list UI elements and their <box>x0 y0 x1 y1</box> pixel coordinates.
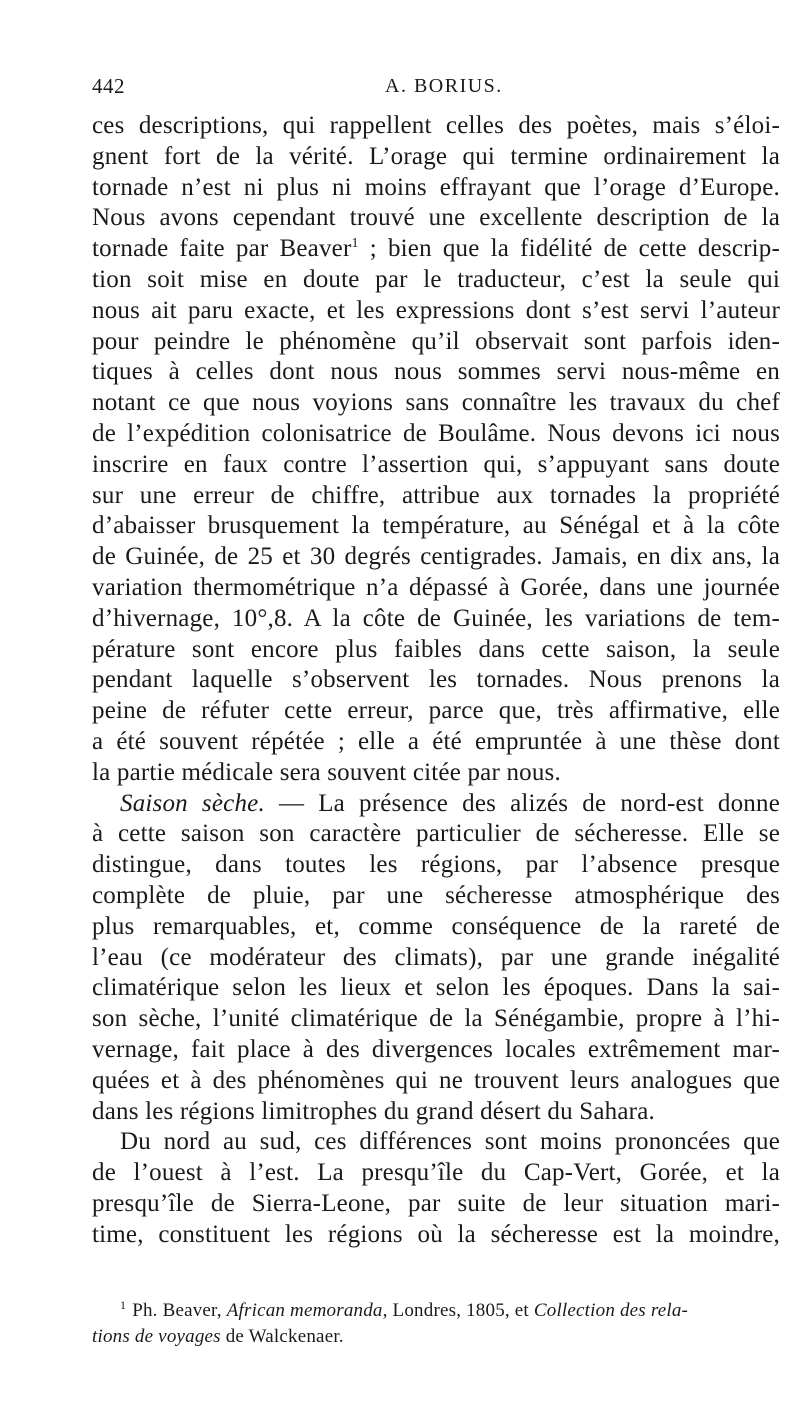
running-head: A. BORIUS. <box>385 75 503 97</box>
text-line <box>92 789 780 820</box>
text-line: de l’expédition colonisatrice de Boulâme. Nous devons ici nous <box>92 419 780 447</box>
text-line: pendant laquelle s’observent les tornades. Nous prenons la <box>92 666 780 694</box>
page-header <box>92 68 782 108</box>
text-line: presqu’île de Sierra-Leone, par suite de leur situation mari- <box>92 1189 780 1217</box>
text-line: time, constituent les régions où la sécheresse est la moindre, <box>92 1220 780 1248</box>
text-line: quées et à des phénomènes qui ne trouvent leurs analogues que <box>92 1066 780 1094</box>
text-line: la partie médicale sera souvent citée par nous. <box>92 758 561 786</box>
text-line: d’abaisser brusquement la température, au Sénégal et à la côte <box>92 512 780 540</box>
section-heading: Saison sèche. <box>120 789 265 817</box>
text-line: notant ce que nous voyions sans connaître les travaux du chef <box>92 389 780 417</box>
footnote-line <box>92 1298 780 1324</box>
cited-title: African memoranda <box>226 1300 383 1321</box>
text-fragment: ; bien que la fidélité de cette descrip- <box>358 235 781 263</box>
text-line: ces descriptions, qui rappellent celles des poètes, mais s’éloi- <box>92 112 780 139</box>
text-line: dans les régions limitrophes du grand désert du Sahara. <box>92 1097 655 1125</box>
footnote-line <box>92 1324 780 1350</box>
footnote-reference: 1 <box>351 236 359 252</box>
text-line: d’hivernage, 10°,8. A la côte de Guinée, les variations de tem- <box>92 604 780 632</box>
text-line: inscrire en faux contre l’assertion qui, s’appuyant sans doute <box>92 450 780 478</box>
text-line: pérature sont encore plus faibles dans cette saison, la seule <box>92 635 780 663</box>
footnotes <box>92 1298 780 1350</box>
footnote-marker: 1 <box>120 1298 127 1312</box>
text-line: l’eau (ce modérateur des climats), par une grande inégalité <box>92 943 780 971</box>
text-line: sur une erreur de chiffre, attribue aux tornades la propriété <box>92 481 780 509</box>
body-text <box>92 111 780 1250</box>
text-fragment: Ph. Beaver, <box>132 1300 227 1321</box>
text-line: variation thermométrique n’a dépassé à Gorée, dans une journée <box>92 573 780 601</box>
text-line: gnent fort de la vérité. L’orage qui termine ordinairement la <box>92 142 780 170</box>
text-line: distingue, dans toutes les régions, par l’absence presque <box>92 851 780 879</box>
text-line: Nous avons cependant trouvé une excellente description de la <box>92 204 780 232</box>
text-fragment: — La présence des alizés de nord-est donne <box>264 789 780 817</box>
text-line: Du nord au sud, ces différences sont moins prononcées que <box>120 1128 780 1156</box>
cited-title: Collection des rela- <box>533 1300 689 1321</box>
text-line: vernage, fait place à des divergences locales extrêmement mar- <box>92 1035 780 1063</box>
text-fragment: tornade faite par Beaver <box>92 235 352 263</box>
text-line: pour peindre le phénomène qu’il observait sont parfois iden- <box>92 327 780 355</box>
text-line: son sèche, l’unité climatérique de la Sénégambie, propre à l’hi- <box>92 1005 780 1033</box>
text-line: complète de pluie, par une sécheresse atmosphérique des <box>92 881 780 909</box>
text-fragment: de Walckenaer. <box>220 1326 344 1347</box>
text-line: a été souvent répétée ; elle a été empruntée à une thèse dont <box>92 727 780 755</box>
text-line: de l’ouest à l’est. La presqu’île du Cap-Vert, Gorée, et la <box>92 1159 780 1187</box>
page-number: 442 <box>92 74 125 98</box>
text-line: nous ait paru exacte, et les expressions dont s’est servi l’auteur <box>92 296 780 324</box>
text-line: plus remarquables, et, comme conséquence de la rareté de <box>92 912 780 940</box>
text-line: climatérique selon les lieux et selon les époques. Dans la sai- <box>92 974 780 1002</box>
text-line: peine de réfuter cette erreur, parce que, très affirmative, elle <box>92 697 780 725</box>
text-line: de Guinée, de 25 et 30 degrés centigrades. Jamais, en dix ans, la <box>92 543 780 571</box>
cited-title: tions de voyages <box>92 1326 221 1347</box>
text-line <box>92 234 780 265</box>
text-line: tornade n’est ni plus ni moins effrayant que l’orage d’Europe. <box>92 173 780 201</box>
text-line: à cette saison son caractère particulier de sécheresse. Elle se <box>92 820 780 848</box>
text-line: tion soit mise en doute par le traducteur, c’est la seule qui <box>92 265 780 293</box>
text-line: tiques à celles dont nous nous sommes servi nous-même en <box>92 358 780 386</box>
text-fragment: , Londres, 1805, et <box>382 1300 534 1321</box>
